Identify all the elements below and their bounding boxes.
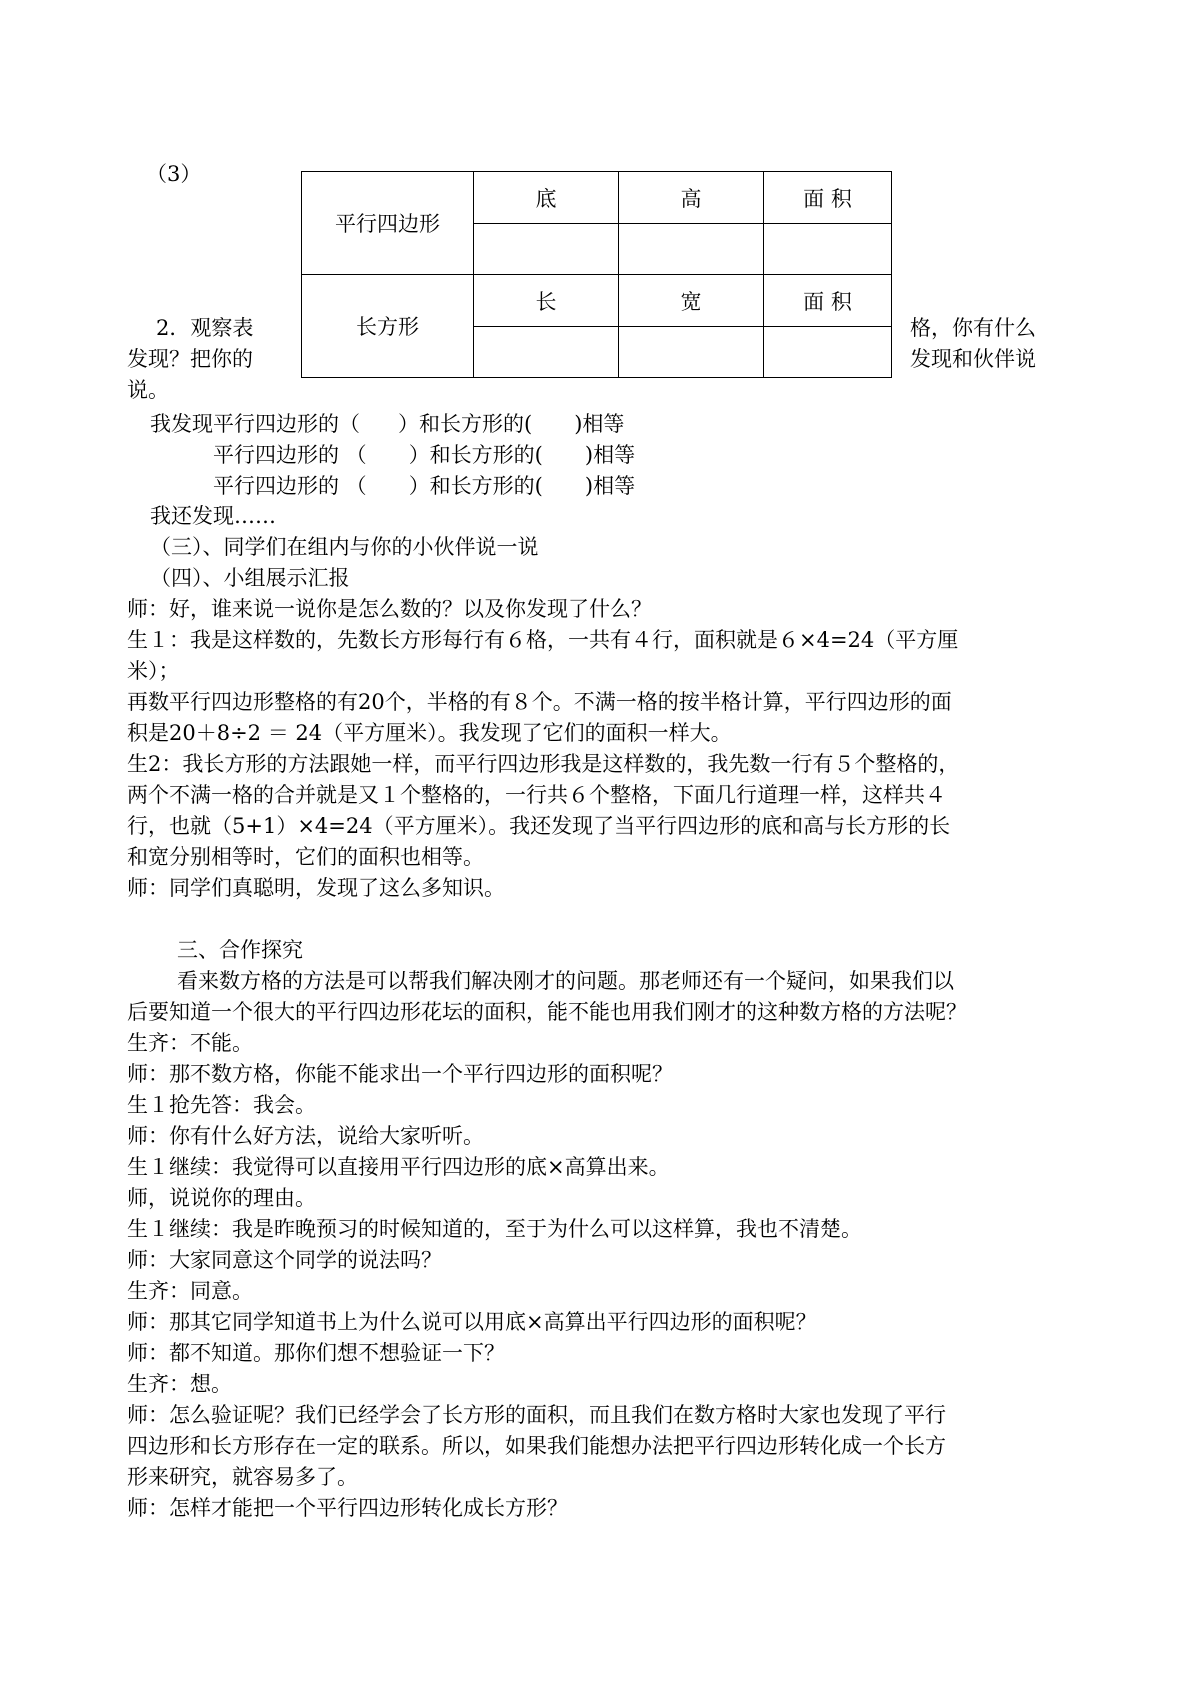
text-line: 行，也就（5+1）×4=24（平方厘米）。我还发现了当平行四边形的底和高与长方形的长 (127, 814, 951, 838)
section-heading: （四）、小组展示汇报 (150, 566, 350, 590)
header-height: 高 (619, 172, 764, 224)
side-text-right-1: 格，你有什么 (910, 316, 1036, 340)
text-line: 生１继续：我觉得可以直接用平行四边形的底×高算出来。 (127, 1155, 670, 1179)
fill-prefix: 我发现平行四边形的（ (150, 412, 360, 436)
blank-cell[interactable] (619, 224, 764, 275)
fill-suffix: )相等 (584, 474, 636, 498)
text-line: 师：那其它同学知道书上为什么说可以用底×高算出平行四边形的面积呢？ (127, 1310, 817, 1334)
blank-cell[interactable] (474, 224, 619, 275)
blank-cell[interactable] (764, 224, 892, 275)
blank-cell[interactable] (764, 327, 892, 378)
fill-mid: ）和长方形的( (408, 443, 543, 467)
fill-mid: ）和长方形的( (408, 474, 543, 498)
text-line: 我还发现…… (150, 504, 276, 528)
text-line: 和宽分别相等时，它们的面积也相等。 (127, 845, 484, 869)
text-line: 师，说说你的理由。 (127, 1186, 316, 1210)
header-base: 底 (474, 172, 619, 224)
section-heading: 三、合作探究 (177, 938, 303, 962)
text-line: 师：怎么验证呢？我们已经学会了长方形的面积，而且我们在数方格时大家也发现了平行 (127, 1403, 946, 1427)
section-marker: （3） (146, 162, 202, 186)
fill-mid: ）和长方形的( (398, 412, 533, 436)
text-line: 生2：我长方形的方法跟她一样，而平行四边形我是这样数的，我先数一行有５个整格的， (127, 752, 960, 776)
text-line: 看来数方格的方法是可以帮我们解决刚才的问题。那老师还有一个疑问，如果我们以 (177, 969, 954, 993)
text-line: 积是20＋8÷2 ＝ 24（平方厘米）。我发现了它们的面积一样大。 (127, 721, 732, 745)
header-length: 长 (474, 275, 619, 327)
text-line: 四边形和长方形存在一定的联系。所以，如果我们能想办法把平行四边形转化成一个长方 (127, 1434, 946, 1458)
header-width: 宽 (619, 275, 764, 327)
text-line: 师：大家同意这个同学的说法吗？ (127, 1248, 442, 1272)
blank-cell[interactable] (474, 327, 619, 378)
side-text-right-2: 发现和伙伴说 (910, 347, 1036, 371)
row-label-rectangle: 长方形 (302, 275, 474, 378)
text-line: 两个不满一格的合并就是又１个整格的，一行共６个整格，下面几行道理一样，这样共４ (127, 783, 946, 807)
text-line: 后要知道一个很大的平行四边形花坛的面积，能不能也用我们刚才的这种数方格的方法呢？ (127, 1000, 967, 1024)
text-line: 师：同学们真聪明，发现了这么多知识。 (127, 876, 505, 900)
fill-suffix: )相等 (584, 443, 636, 467)
comparison-table (301, 171, 892, 378)
text-line: 师：怎样才能把一个平行四边形转化成长方形？ (127, 1496, 568, 1520)
text-line: 再数平行四边形整格的有20个，半格的有８个。不满一格的按半格计算，平行四边形的面 (127, 690, 952, 714)
text-line: 生１继续：我是昨晚预习的时候知道的，至于为什么可以这样算，我也不清楚。 (127, 1217, 862, 1241)
text-line: 生齐：不能。 (127, 1031, 253, 1055)
text-line: 生齐：同意。 (127, 1279, 253, 1303)
fill-line-2 (213, 439, 635, 469)
fill-prefix: 平行四边形的 （ (213, 443, 367, 467)
fill-prefix: 平行四边形的 （ (213, 474, 367, 498)
text-line: 生１：我是这样数的，先数长方形每行有６格，一共有４行，面积就是６×4=24（平方厘 (127, 628, 959, 652)
header-area: 面 积 (764, 275, 892, 327)
text-line: 生齐：想。 (127, 1372, 232, 1396)
fill-line-1 (150, 408, 624, 438)
blank-cell[interactable] (619, 327, 764, 378)
text-line: 形来研究，就容易多了。 (127, 1465, 358, 1489)
fill-line-3 (213, 470, 635, 500)
header-area: 面 积 (764, 172, 892, 224)
side-text-left-3: 说。 (127, 378, 169, 402)
text-line: 米）； (127, 659, 180, 683)
text-line: 师：那不数方格，你能不能求出一个平行四边形的面积呢？ (127, 1062, 673, 1086)
row-label-parallelogram: 平行四边形 (302, 172, 474, 275)
text-line: 师：都不知道。那你们想不想验证一下？ (127, 1341, 505, 1365)
section-heading: （三）、同学们在组内与你的小伙伴说一说 (150, 535, 539, 559)
text-line: 师：好，谁来说一说你是怎么数的？以及你发现了什么？ (127, 597, 652, 621)
side-text-left-2: 发现？把你的 (127, 347, 253, 371)
text-line: 生１抢先答：我会。 (127, 1093, 316, 1117)
fill-suffix: )相等 (574, 412, 625, 436)
side-text-left-1: 2．观察表 (156, 316, 254, 340)
text-line: 师：你有什么好方法，说给大家听听。 (127, 1124, 484, 1148)
